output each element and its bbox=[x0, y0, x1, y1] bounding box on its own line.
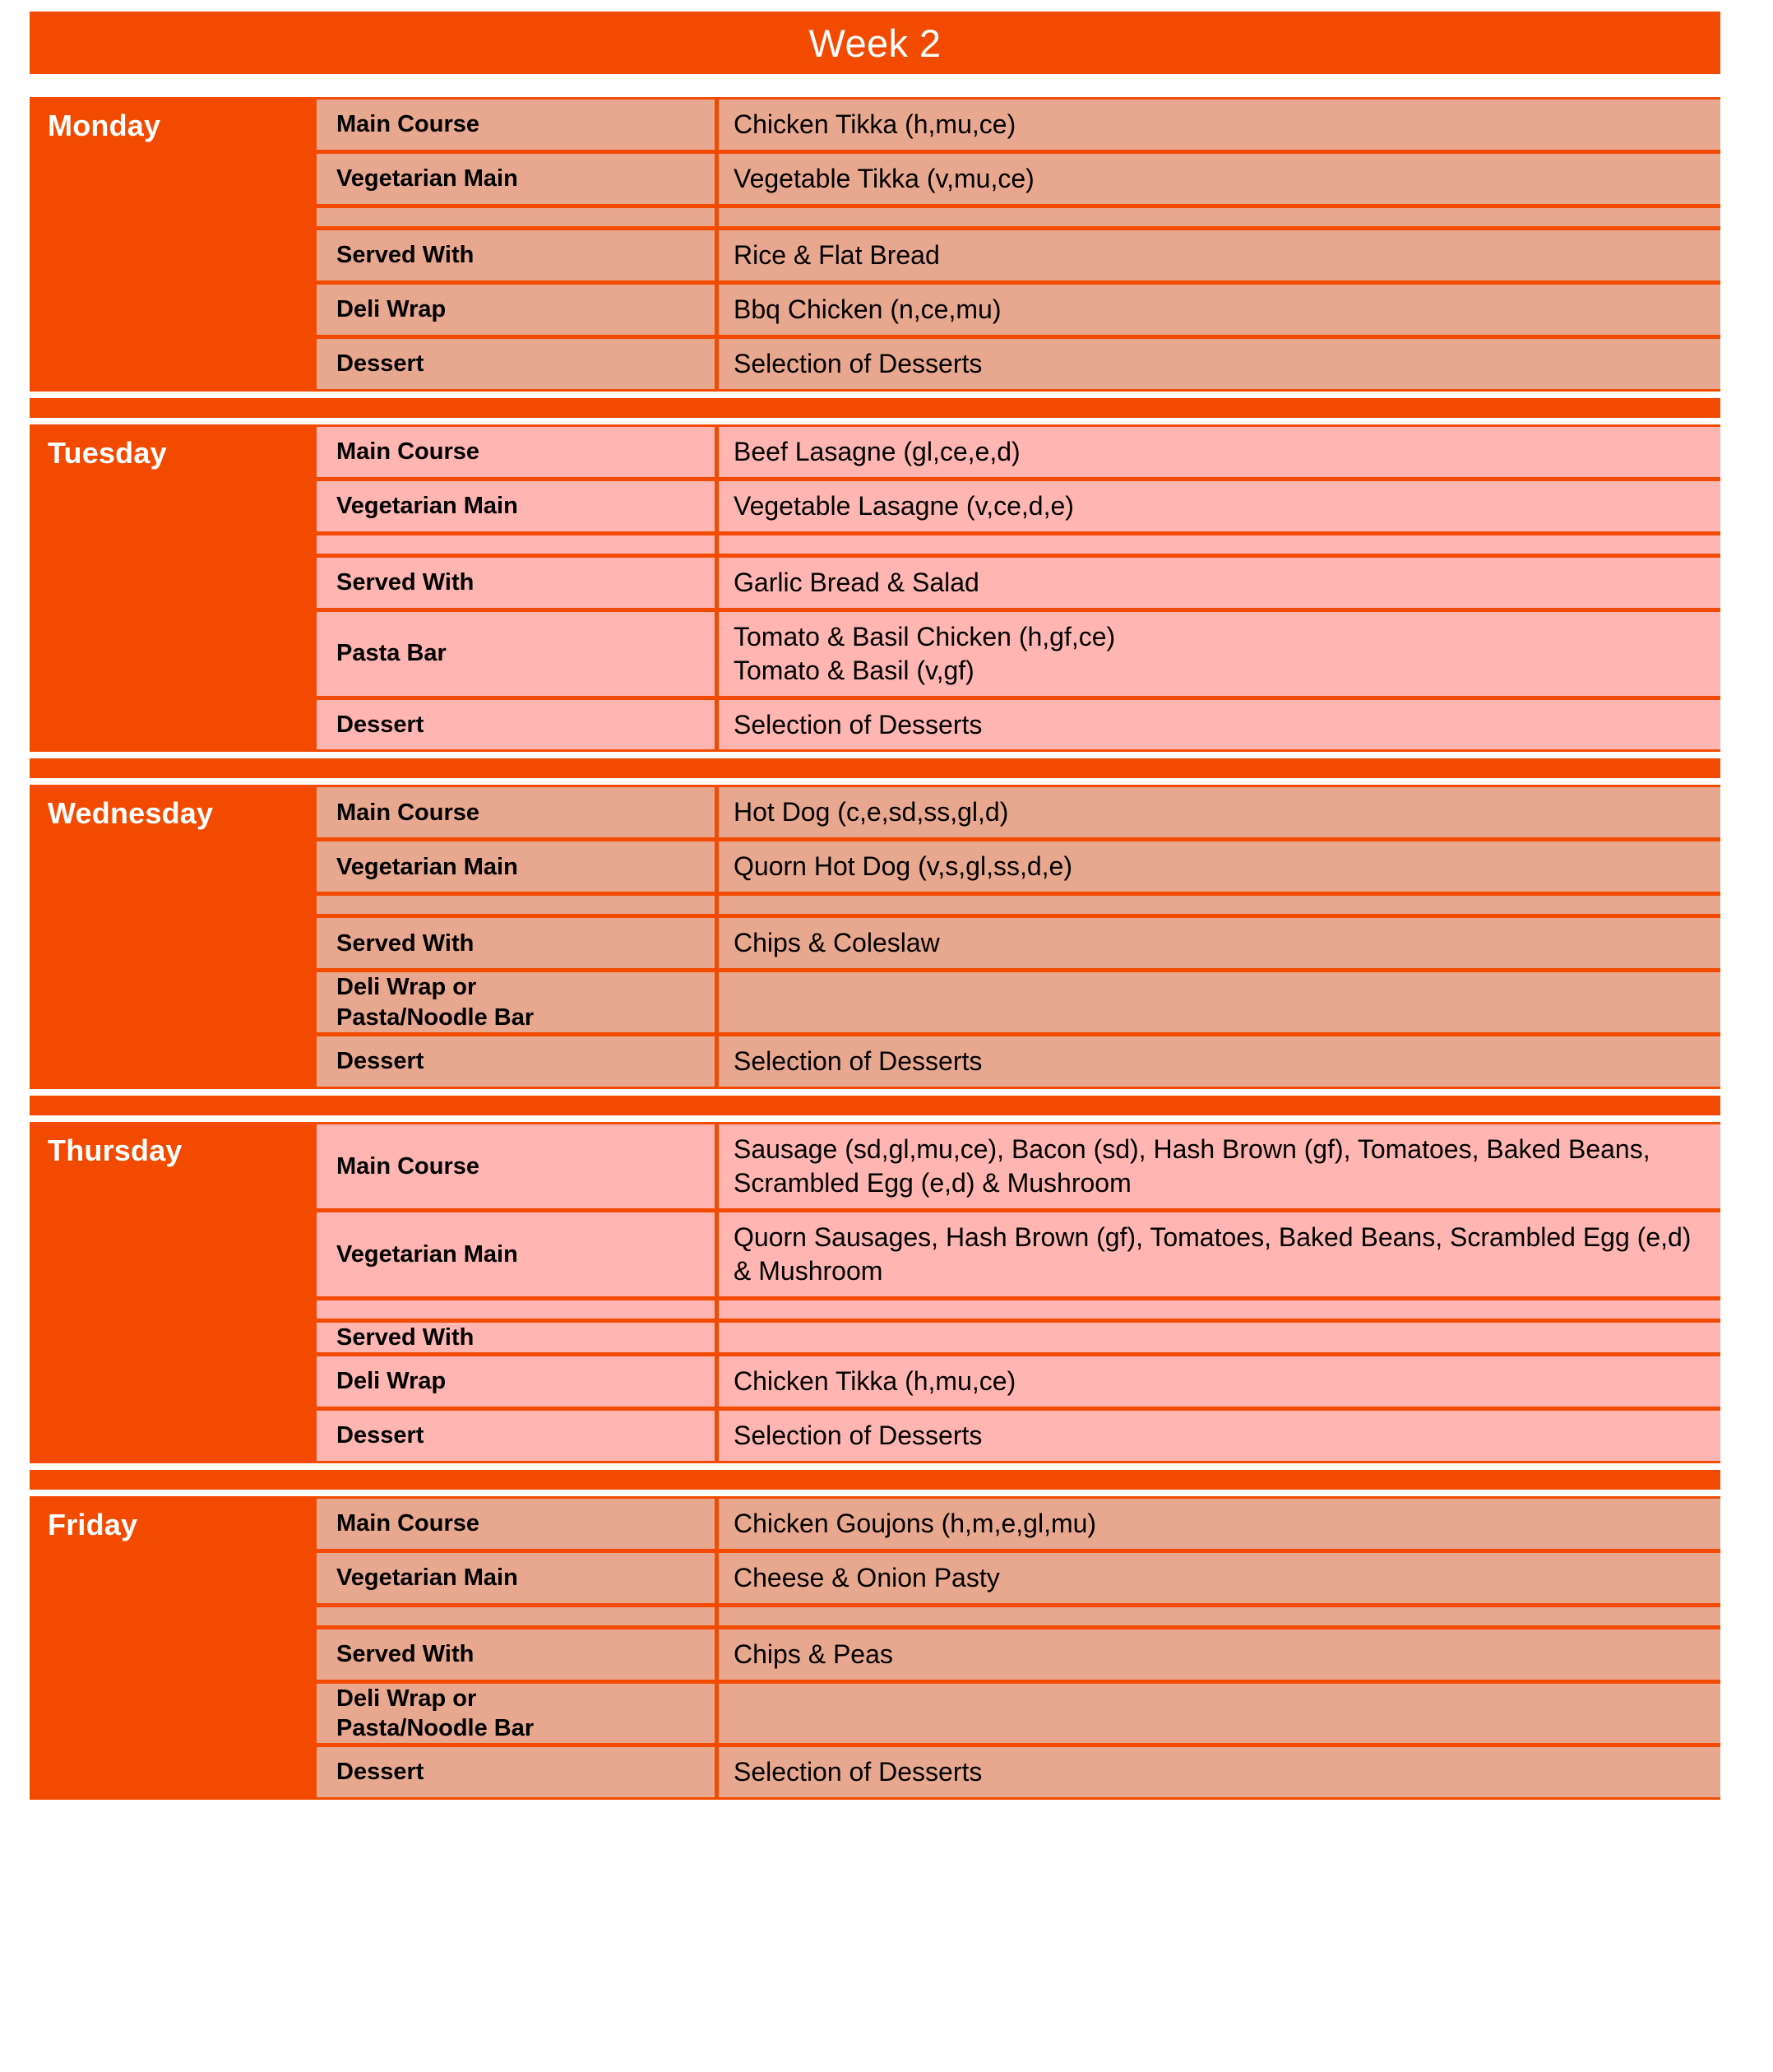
menu-row-value bbox=[719, 918, 1720, 968]
menu-row bbox=[317, 612, 1720, 696]
label-line: Deli Wrap or bbox=[336, 974, 477, 1001]
day-name-label: Monday bbox=[48, 109, 161, 142]
menu-row bbox=[317, 285, 1720, 335]
label-line: Dessert bbox=[336, 711, 424, 738]
menu-row-label bbox=[317, 787, 715, 837]
menu-row-value bbox=[719, 285, 1720, 335]
menu-rows bbox=[317, 1122, 1720, 1463]
menu-row-label bbox=[317, 481, 715, 531]
value-line: Quorn Sausages, Hash Brown (gf), Tomatoes, Baked Beans, Scrambled Egg (e,d) & Mushroom bbox=[734, 1221, 1692, 1286]
value-line: Tomato & Basil Chicken (h,gf,ce) bbox=[734, 621, 1116, 651]
menu-row-label bbox=[317, 1747, 715, 1797]
value-line: Quorn Hot Dog (v,s,gl,ss,d,e) bbox=[734, 851, 1072, 882]
value-line: Vegetable Tikka (v,mu,ce) bbox=[734, 163, 1035, 193]
menu-row-value bbox=[719, 1684, 1720, 1744]
value-line: Beef Lasagne (gl,ce,e,d) bbox=[734, 436, 1021, 466]
menu-row bbox=[317, 558, 1720, 608]
menu-row-label bbox=[317, 1124, 715, 1208]
menu-row bbox=[317, 230, 1720, 280]
day-separator-bar bbox=[30, 1096, 1720, 1115]
menu-row-value bbox=[719, 558, 1720, 608]
value-line: Vegetable Lasagne (v,ce,d,e) bbox=[734, 490, 1074, 521]
menu-row-value bbox=[719, 1356, 1720, 1407]
menu-row bbox=[317, 154, 1720, 204]
banner-gap bbox=[30, 74, 1720, 97]
menu-row bbox=[317, 339, 1720, 389]
menu-row-value bbox=[719, 1747, 1720, 1797]
menu-row bbox=[317, 918, 1720, 968]
day-block bbox=[30, 1496, 1720, 1800]
menu-spacer-row bbox=[317, 1607, 1720, 1625]
menu-row-value bbox=[719, 100, 1720, 150]
label-line: Dessert bbox=[336, 350, 424, 378]
menu-row-value bbox=[719, 1629, 1720, 1680]
menu-row-label bbox=[317, 700, 715, 750]
menu-row-label bbox=[317, 230, 715, 280]
label-line: Served With bbox=[336, 1641, 474, 1668]
menu-rows bbox=[317, 97, 1720, 392]
menu-row-value bbox=[719, 339, 1720, 389]
day-block bbox=[30, 97, 1720, 392]
menu-row bbox=[317, 1036, 1720, 1087]
value-line: Chicken Goujons (h,m,e,gl,mu) bbox=[734, 1508, 1097, 1538]
menu-row-value bbox=[719, 1499, 1720, 1549]
day-separator-gap bbox=[30, 392, 1720, 398]
label-line: Vegetarian Main bbox=[336, 1240, 518, 1268]
menu-row-label bbox=[317, 1300, 715, 1319]
menu-row-value bbox=[719, 1411, 1720, 1461]
day-separator-gap bbox=[30, 1089, 1720, 1096]
day-name-cell bbox=[30, 785, 317, 1088]
menu-spacer-row bbox=[317, 208, 1720, 226]
menu-row-value bbox=[719, 1300, 1720, 1319]
menu-row-value bbox=[719, 1607, 1720, 1625]
day-separator-gap bbox=[30, 1490, 1720, 1496]
day-block bbox=[30, 1122, 1720, 1463]
label-line: Served With bbox=[336, 929, 474, 957]
menu-row-label bbox=[317, 1553, 715, 1603]
menu-row-label bbox=[317, 1684, 715, 1744]
label-line: Served With bbox=[336, 1323, 474, 1351]
label-line: Pasta/Noodle Bar bbox=[336, 1004, 535, 1031]
menu-row-value bbox=[719, 1323, 1720, 1352]
day-name-cell bbox=[30, 97, 317, 392]
menu-rows bbox=[317, 785, 1720, 1088]
label-line: Pasta/Noodle Bar bbox=[336, 1714, 535, 1741]
value-line: Chicken Tikka (h,mu,ce) bbox=[734, 1365, 1016, 1396]
menu-row-value bbox=[719, 972, 1720, 1032]
value-line: Sausage (sd,gl,mu,ce), Bacon (sd), Hash Brown (gf), Tomatoes, Baked Beans, Scrambled Egg (e,d) & Mushroom bbox=[734, 1133, 1650, 1198]
label-line: Vegetarian Main bbox=[336, 493, 518, 520]
menu-row-value bbox=[719, 481, 1720, 531]
label-line: Main Course bbox=[336, 111, 480, 138]
menu-row-value bbox=[719, 427, 1720, 477]
menu-row-label bbox=[317, 208, 715, 226]
menu-row bbox=[317, 1411, 1720, 1461]
label-line: Main Course bbox=[336, 438, 480, 466]
label-line: Dessert bbox=[336, 1759, 424, 1786]
menu-row-label bbox=[317, 1036, 715, 1087]
menu-row-label bbox=[317, 612, 715, 696]
menu-row-value bbox=[719, 535, 1720, 554]
label-line: Vegetarian Main bbox=[336, 853, 518, 880]
label-line: Served With bbox=[336, 569, 474, 596]
label-line: Dessert bbox=[336, 1048, 424, 1075]
menu-row-value bbox=[719, 230, 1720, 280]
menu-row-label bbox=[317, 154, 715, 204]
label-line: Deli Wrap or bbox=[336, 1685, 477, 1712]
menu-row bbox=[317, 1212, 1720, 1296]
value-line: Tomato & Basil (v,gf) bbox=[734, 655, 974, 685]
menu-row-label bbox=[317, 1323, 715, 1352]
label-line: Served With bbox=[336, 242, 474, 269]
day-block bbox=[30, 424, 1720, 753]
menu-row-value bbox=[719, 896, 1720, 914]
label-line: Main Course bbox=[336, 1152, 480, 1180]
day-name-label: Tuesday bbox=[48, 435, 167, 470]
menu-row bbox=[317, 1356, 1720, 1407]
menu-rows bbox=[317, 424, 1720, 753]
menu-row-value bbox=[719, 841, 1720, 892]
menu-row-label bbox=[317, 427, 715, 477]
label-line: Main Course bbox=[336, 1510, 480, 1537]
menu-row bbox=[317, 427, 1720, 477]
label-line: Main Course bbox=[336, 799, 480, 826]
value-line: Hot Dog (c,e,sd,ss,gl,d) bbox=[734, 797, 1009, 827]
menu-row bbox=[317, 1553, 1720, 1603]
menu-row bbox=[317, 972, 1720, 1032]
menu-row-label bbox=[317, 100, 715, 150]
menu-row-value bbox=[719, 1036, 1720, 1087]
label-line: Deli Wrap bbox=[336, 1368, 447, 1395]
menu-row-value bbox=[719, 1553, 1720, 1603]
day-block bbox=[30, 785, 1720, 1088]
menu-row-value bbox=[719, 1212, 1720, 1296]
menu-row-label bbox=[317, 339, 715, 389]
week-banner bbox=[30, 12, 1720, 74]
menu-row-value bbox=[719, 1124, 1720, 1208]
menu-row-label bbox=[317, 841, 715, 892]
day-name-label: Wednesday bbox=[48, 796, 214, 831]
page-title: Week 2 bbox=[808, 21, 942, 65]
menu-row-value bbox=[719, 612, 1720, 696]
day-separator-gap bbox=[30, 778, 1720, 785]
menu-row-value bbox=[719, 208, 1720, 226]
value-line: Selection of Desserts bbox=[734, 1757, 983, 1787]
menu-row bbox=[317, 841, 1720, 892]
value-line: Bbq Chicken (n,ce,mu) bbox=[734, 294, 1002, 324]
value-line: Selection of Desserts bbox=[734, 709, 983, 739]
menu-row bbox=[317, 1629, 1720, 1680]
menu-row-label bbox=[317, 918, 715, 968]
label-line: Dessert bbox=[336, 1422, 424, 1449]
menu-row bbox=[317, 1124, 1720, 1208]
menu-row bbox=[317, 481, 1720, 531]
day-name-cell bbox=[30, 1122, 317, 1463]
day-name-cell bbox=[30, 1496, 317, 1800]
value-line: Cheese & Onion Pasty bbox=[734, 1562, 1000, 1592]
menu-spacer-row bbox=[317, 535, 1720, 554]
menu-row bbox=[317, 787, 1720, 837]
value-line: Chips & Coleslaw bbox=[734, 928, 940, 958]
menu-row-label bbox=[317, 558, 715, 608]
menu-row-label bbox=[317, 972, 715, 1032]
menu-row bbox=[317, 1323, 1720, 1352]
value-line: Garlic Bread & Salad bbox=[734, 567, 979, 597]
day-separator-gap bbox=[30, 752, 1720, 758]
value-line: Chicken Tikka (h,mu,ce) bbox=[734, 109, 1016, 139]
menu-row-label bbox=[317, 1411, 715, 1461]
label-line: Pasta Bar bbox=[336, 640, 447, 667]
label-line: Deli Wrap bbox=[336, 296, 447, 323]
menu-row-label bbox=[317, 1607, 715, 1625]
value-line: Chips & Peas bbox=[734, 1639, 893, 1669]
day-separator-bar bbox=[30, 1470, 1720, 1490]
value-line: Selection of Desserts bbox=[734, 1420, 983, 1450]
day-name-label: Friday bbox=[48, 1507, 138, 1541]
menu-row-label bbox=[317, 1499, 715, 1549]
day-separator-bar bbox=[30, 398, 1720, 418]
menu-row bbox=[317, 1499, 1720, 1549]
menu-row-value bbox=[719, 154, 1720, 204]
day-separator-gap bbox=[30, 1115, 1720, 1122]
label-line: Vegetarian Main bbox=[336, 165, 518, 192]
value-line: Rice & Flat Bread bbox=[734, 239, 940, 270]
menu-row-label bbox=[317, 896, 715, 914]
menu-row-label bbox=[317, 1212, 715, 1296]
menu-row-value bbox=[719, 787, 1720, 837]
day-name-label: Thursday bbox=[48, 1133, 183, 1167]
day-separator-bar bbox=[30, 758, 1720, 778]
menu-spacer-row bbox=[317, 896, 1720, 914]
label-line: Vegetarian Main bbox=[336, 1564, 518, 1592]
value-line: Selection of Desserts bbox=[734, 348, 983, 378]
day-separator-gap bbox=[30, 1463, 1720, 1470]
menu-spacer-row bbox=[317, 1300, 1720, 1319]
menu-row bbox=[317, 100, 1720, 150]
menu-row-label bbox=[317, 285, 715, 335]
menu-row-value bbox=[719, 700, 1720, 750]
menu-rows bbox=[317, 1496, 1720, 1800]
menu-row bbox=[317, 700, 1720, 750]
menu-row bbox=[317, 1747, 1720, 1797]
menu-row bbox=[317, 1684, 1720, 1744]
value-line: Selection of Desserts bbox=[734, 1045, 983, 1076]
menu-row-label bbox=[317, 535, 715, 554]
day-name-cell bbox=[30, 424, 317, 753]
menu-row-label bbox=[317, 1356, 715, 1407]
day-separator-gap bbox=[30, 418, 1720, 424]
menu-row-label bbox=[317, 1629, 715, 1680]
days-container bbox=[30, 97, 1720, 1800]
